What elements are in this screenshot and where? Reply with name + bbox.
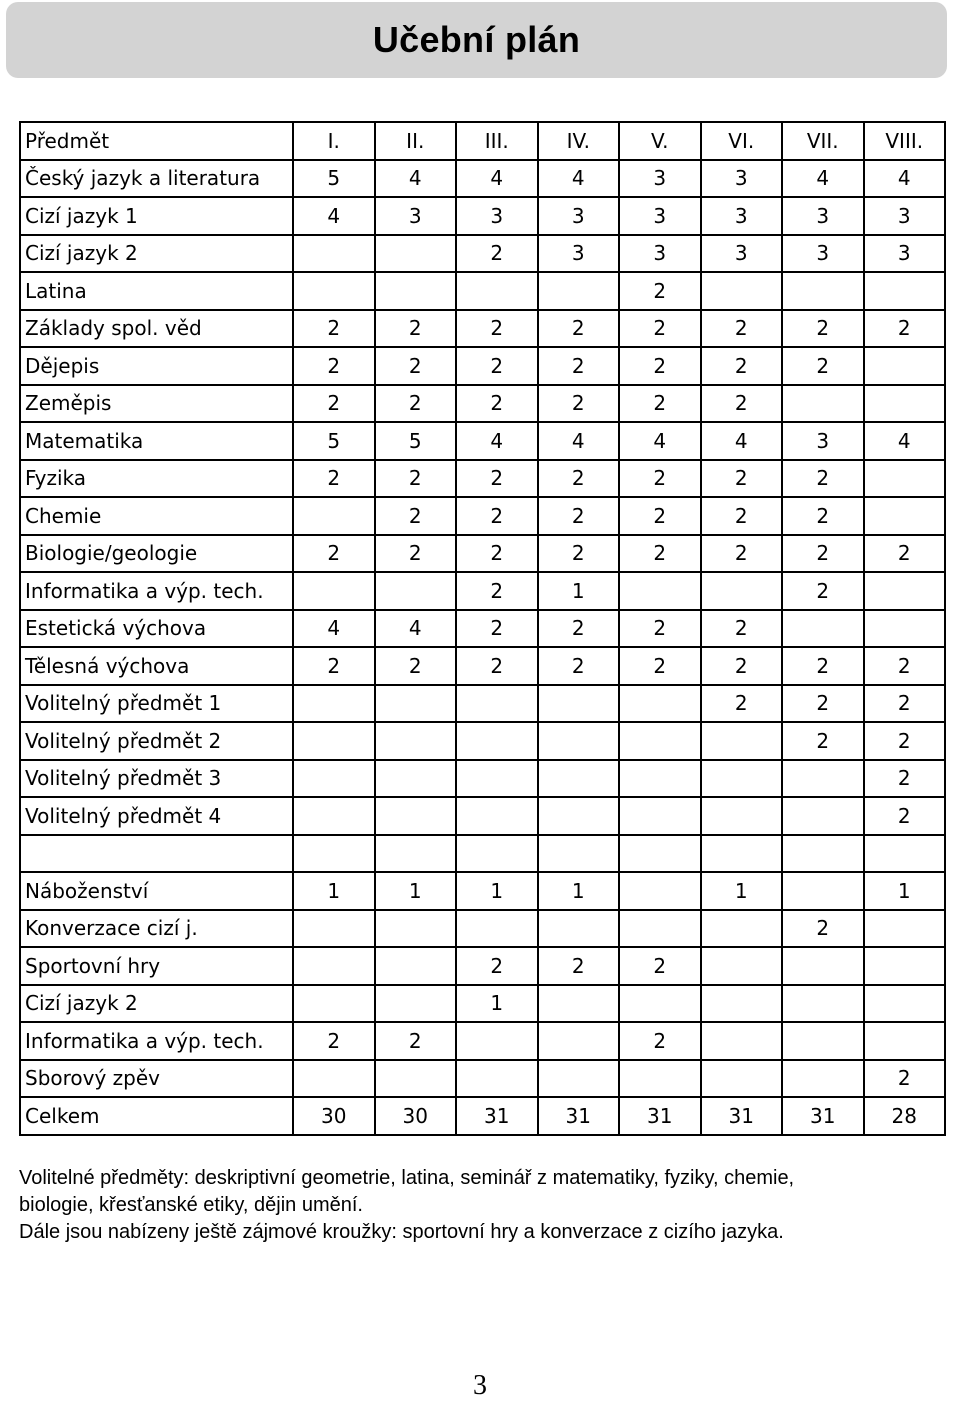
table-row <box>20 197 945 235</box>
table-row <box>20 235 945 273</box>
table-row <box>20 685 945 723</box>
subject-cell: Sportovní hry <box>20 947 293 985</box>
hours-cell <box>782 272 864 310</box>
hours-cell <box>293 797 375 835</box>
hours-cell: 2 <box>538 535 620 573</box>
hours-cell: 2 <box>375 385 457 423</box>
hours-cell: 1 <box>864 872 946 910</box>
table-row <box>20 385 945 423</box>
hours-cell <box>293 235 375 273</box>
subject-cell: Cizí jazyk 1 <box>20 197 293 235</box>
hours-cell: 5 <box>375 422 457 460</box>
hours-cell: 3 <box>782 197 864 235</box>
hours-cell <box>619 760 701 798</box>
subject-cell: Matematika <box>20 422 293 460</box>
hours-cell <box>293 835 375 873</box>
hours-cell <box>538 1060 620 1098</box>
hours-cell <box>538 760 620 798</box>
subject-cell: Náboženství <box>20 872 293 910</box>
hours-cell <box>782 797 864 835</box>
hours-cell: 2 <box>456 647 538 685</box>
hours-cell: 2 <box>375 647 457 685</box>
grade-header: VI. <box>701 122 783 160</box>
hours-cell <box>701 1022 783 1060</box>
hours-cell: 2 <box>864 1060 946 1098</box>
hours-cell: 4 <box>538 422 620 460</box>
table-row <box>20 310 945 348</box>
hours-cell: 1 <box>456 985 538 1023</box>
table-row <box>20 722 945 760</box>
hours-cell <box>456 685 538 723</box>
hours-cell: 3 <box>782 422 864 460</box>
hours-cell <box>864 497 946 535</box>
table-row <box>20 497 945 535</box>
hours-cell: 31 <box>782 1097 864 1135</box>
hours-cell <box>864 835 946 873</box>
hours-cell <box>375 235 457 273</box>
subject-cell: Volitelný předmět 4 <box>20 797 293 835</box>
hours-cell <box>375 722 457 760</box>
hours-cell <box>375 947 457 985</box>
hours-cell: 2 <box>864 722 946 760</box>
hours-cell: 31 <box>701 1097 783 1135</box>
subject-cell: Fyzika <box>20 460 293 498</box>
hours-cell <box>782 760 864 798</box>
hours-cell: 2 <box>701 385 783 423</box>
hours-cell <box>701 985 783 1023</box>
hours-cell: 3 <box>619 197 701 235</box>
hours-cell: 2 <box>782 910 864 948</box>
hours-cell <box>538 272 620 310</box>
hours-cell: 2 <box>782 497 864 535</box>
hours-cell: 4 <box>864 422 946 460</box>
hours-cell <box>538 685 620 723</box>
hours-cell: 2 <box>701 347 783 385</box>
hours-cell: 30 <box>375 1097 457 1135</box>
hours-cell: 5 <box>293 422 375 460</box>
hours-cell: 2 <box>782 535 864 573</box>
hours-cell <box>619 835 701 873</box>
subject-cell: Tělesná výchova <box>20 647 293 685</box>
subject-column-header: Předmět <box>20 122 293 160</box>
subject-cell: Informatika a výp. tech. <box>20 572 293 610</box>
table-row <box>20 535 945 573</box>
hours-cell <box>619 910 701 948</box>
table-row <box>20 1060 945 1098</box>
hours-cell: 2 <box>375 1022 457 1060</box>
subject-cell: Estetická výchova <box>20 610 293 648</box>
subject-cell: Český jazyk a literatura <box>20 160 293 198</box>
hours-cell: 2 <box>456 535 538 573</box>
hours-cell: 2 <box>375 497 457 535</box>
hours-cell <box>293 685 375 723</box>
hours-cell <box>782 610 864 648</box>
subject-cell: Cizí jazyk 2 <box>20 985 293 1023</box>
grade-header: III. <box>456 122 538 160</box>
hours-cell <box>456 1060 538 1098</box>
table-row <box>20 910 945 948</box>
subject-cell: Konverzace cizí j. <box>20 910 293 948</box>
hours-cell: 4 <box>375 160 457 198</box>
hours-cell <box>701 272 783 310</box>
hours-cell <box>538 910 620 948</box>
hours-cell: 2 <box>864 685 946 723</box>
grade-header: IV. <box>538 122 620 160</box>
hours-cell: 2 <box>538 610 620 648</box>
hours-cell <box>619 572 701 610</box>
hours-cell <box>782 385 864 423</box>
hours-cell <box>864 910 946 948</box>
subject-cell: Sborový zpěv <box>20 1060 293 1098</box>
hours-cell <box>701 910 783 948</box>
hours-cell <box>375 797 457 835</box>
hours-cell <box>701 760 783 798</box>
hours-cell: 2 <box>619 647 701 685</box>
hours-cell: 2 <box>538 385 620 423</box>
hours-cell <box>864 460 946 498</box>
hours-cell: 2 <box>864 797 946 835</box>
hours-cell: 4 <box>456 160 538 198</box>
hours-cell: 2 <box>456 610 538 648</box>
hours-cell: 2 <box>619 347 701 385</box>
notes-line: biologie, křesťanské etiky, dějin umění. <box>19 1194 363 1216</box>
table-row <box>20 872 945 910</box>
hours-cell: 2 <box>701 685 783 723</box>
hours-cell <box>293 760 375 798</box>
hours-cell: 2 <box>701 610 783 648</box>
grade-header: I. <box>293 122 375 160</box>
hours-cell: 2 <box>782 310 864 348</box>
hours-cell: 2 <box>782 572 864 610</box>
hours-cell <box>701 835 783 873</box>
hours-cell <box>782 835 864 873</box>
hours-cell: 2 <box>456 310 538 348</box>
hours-cell: 31 <box>456 1097 538 1135</box>
hours-cell <box>538 985 620 1023</box>
subject-cell: Dějepis <box>20 347 293 385</box>
hours-cell: 1 <box>456 872 538 910</box>
hours-cell: 3 <box>619 160 701 198</box>
hours-cell <box>456 722 538 760</box>
hours-cell: 3 <box>375 197 457 235</box>
hours-cell: 4 <box>456 422 538 460</box>
hours-cell <box>864 610 946 648</box>
hours-cell: 2 <box>619 497 701 535</box>
hours-cell: 2 <box>293 1022 375 1060</box>
subject-cell: Cizí jazyk 2 <box>20 235 293 273</box>
hours-cell <box>619 722 701 760</box>
table-row <box>20 835 945 873</box>
hours-cell <box>456 1022 538 1060</box>
hours-cell: 1 <box>701 872 783 910</box>
hours-cell: 2 <box>538 947 620 985</box>
hours-cell: 2 <box>701 497 783 535</box>
table-row <box>20 572 945 610</box>
hours-cell: 2 <box>782 460 864 498</box>
hours-cell: 2 <box>456 497 538 535</box>
hours-cell <box>619 797 701 835</box>
hours-cell: 2 <box>375 535 457 573</box>
notes-line: Dále jsou nabízeny ještě zájmové kroužky: sportovní hry a konverzace z cizího jazyka. <box>19 1221 784 1243</box>
hours-cell: 2 <box>619 385 701 423</box>
hours-cell <box>864 572 946 610</box>
hours-cell <box>375 910 457 948</box>
hours-cell <box>864 985 946 1023</box>
hours-cell: 2 <box>701 647 783 685</box>
hours-cell <box>782 872 864 910</box>
table-row <box>20 460 945 498</box>
hours-cell <box>375 835 457 873</box>
hours-cell: 31 <box>619 1097 701 1135</box>
hours-cell <box>538 835 620 873</box>
subject-cell: Základy spol. věd <box>20 310 293 348</box>
hours-cell: 4 <box>701 422 783 460</box>
hours-cell: 2 <box>619 272 701 310</box>
hours-cell <box>293 910 375 948</box>
hours-cell: 2 <box>456 385 538 423</box>
table-row <box>20 797 945 835</box>
hours-cell <box>456 760 538 798</box>
hours-cell <box>864 347 946 385</box>
subject-cell: Volitelný předmět 3 <box>20 760 293 798</box>
hours-cell <box>293 947 375 985</box>
hours-cell: 2 <box>619 947 701 985</box>
hours-cell: 2 <box>619 460 701 498</box>
hours-cell: 2 <box>375 347 457 385</box>
hours-cell <box>293 497 375 535</box>
hours-cell: 2 <box>782 647 864 685</box>
hours-cell <box>864 385 946 423</box>
notes-section <box>19 1165 960 1246</box>
subject-cell: Informatika a výp. tech. <box>20 1022 293 1060</box>
hours-cell: 2 <box>538 347 620 385</box>
hours-cell: 3 <box>782 235 864 273</box>
grade-header: VII. <box>782 122 864 160</box>
hours-cell <box>538 797 620 835</box>
hours-cell <box>701 572 783 610</box>
hours-cell <box>456 797 538 835</box>
hours-cell <box>864 947 946 985</box>
notes-line: Volitelné předměty: deskriptivní geometrie, latina, seminář z matematiky, fyziky, chemie, <box>19 1167 795 1189</box>
hours-cell: 2 <box>538 310 620 348</box>
hours-cell: 1 <box>538 572 620 610</box>
hours-cell: 28 <box>864 1097 946 1135</box>
hours-cell: 2 <box>293 460 375 498</box>
hours-cell <box>456 272 538 310</box>
hours-cell: 2 <box>375 310 457 348</box>
hours-cell <box>538 1022 620 1060</box>
hours-cell <box>782 985 864 1023</box>
subject-cell: Volitelný předmět 1 <box>20 685 293 723</box>
hours-cell <box>375 1060 457 1098</box>
hours-cell: 4 <box>864 160 946 198</box>
table-row <box>20 1097 945 1135</box>
table-row <box>20 347 945 385</box>
table-row <box>20 947 945 985</box>
hours-cell: 2 <box>864 647 946 685</box>
hours-cell: 1 <box>293 872 375 910</box>
hours-cell: 2 <box>293 535 375 573</box>
hours-cell: 2 <box>619 610 701 648</box>
hours-cell: 2 <box>538 460 620 498</box>
hours-cell <box>293 572 375 610</box>
hours-cell: 4 <box>782 160 864 198</box>
hours-cell: 2 <box>456 572 538 610</box>
table-row <box>20 985 945 1023</box>
subject-cell: Chemie <box>20 497 293 535</box>
hours-cell: 2 <box>456 347 538 385</box>
hours-cell <box>375 985 457 1023</box>
hours-cell <box>619 1060 701 1098</box>
hours-cell <box>782 1060 864 1098</box>
hours-cell: 2 <box>782 722 864 760</box>
hours-cell <box>456 910 538 948</box>
subject-cell: Zeměpis <box>20 385 293 423</box>
hours-cell: 2 <box>782 685 864 723</box>
hours-cell: 2 <box>701 460 783 498</box>
hours-cell: 2 <box>456 460 538 498</box>
hours-cell: 2 <box>538 497 620 535</box>
hours-cell: 2 <box>619 310 701 348</box>
hours-cell: 2 <box>375 460 457 498</box>
hours-cell: 4 <box>293 610 375 648</box>
hours-cell <box>701 797 783 835</box>
page-number: 3 <box>473 1370 487 1401</box>
hours-cell: 4 <box>538 160 620 198</box>
hours-cell <box>619 985 701 1023</box>
hours-cell: 2 <box>456 947 538 985</box>
hours-cell <box>456 835 538 873</box>
hours-cell: 3 <box>701 197 783 235</box>
table-body <box>20 160 945 1135</box>
table-row <box>20 272 945 310</box>
hours-cell: 31 <box>538 1097 620 1135</box>
hours-cell: 3 <box>538 197 620 235</box>
subject-cell <box>20 835 293 873</box>
hours-cell <box>782 1022 864 1060</box>
hours-cell: 2 <box>782 347 864 385</box>
hours-cell <box>701 722 783 760</box>
hours-cell: 2 <box>293 310 375 348</box>
table-header-row <box>20 122 945 160</box>
hours-cell: 1 <box>375 872 457 910</box>
hours-cell <box>701 1060 783 1098</box>
table-row <box>20 610 945 648</box>
subject-cell: Biologie/geologie <box>20 535 293 573</box>
hours-cell: 4 <box>619 422 701 460</box>
hours-cell <box>782 947 864 985</box>
table-row <box>20 1022 945 1060</box>
table-row <box>20 760 945 798</box>
hours-cell <box>619 872 701 910</box>
hours-cell: 3 <box>864 235 946 273</box>
hours-cell <box>619 685 701 723</box>
hours-cell: 2 <box>619 1022 701 1060</box>
table-row <box>20 647 945 685</box>
hours-cell: 4 <box>293 197 375 235</box>
hours-cell: 5 <box>293 160 375 198</box>
title-banner <box>6 2 947 78</box>
hours-cell: 2 <box>293 647 375 685</box>
hours-cell: 2 <box>456 235 538 273</box>
hours-cell <box>293 985 375 1023</box>
grade-header: V. <box>619 122 701 160</box>
hours-cell <box>293 1060 375 1098</box>
hours-cell <box>701 947 783 985</box>
hours-cell: 2 <box>864 535 946 573</box>
hours-cell: 2 <box>619 535 701 573</box>
hours-cell <box>293 722 375 760</box>
hours-cell <box>293 272 375 310</box>
subject-cell: Volitelný předmět 2 <box>20 722 293 760</box>
table-row <box>20 160 945 198</box>
hours-cell: 2 <box>293 385 375 423</box>
hours-cell: 3 <box>701 160 783 198</box>
hours-cell: 3 <box>619 235 701 273</box>
hours-cell <box>864 272 946 310</box>
subject-cell: Latina <box>20 272 293 310</box>
hours-cell <box>375 272 457 310</box>
hours-cell: 3 <box>701 235 783 273</box>
grade-header: VIII. <box>864 122 946 160</box>
hours-cell: 2 <box>701 310 783 348</box>
hours-cell: 30 <box>293 1097 375 1135</box>
hours-cell: 3 <box>864 197 946 235</box>
hours-cell: 3 <box>456 197 538 235</box>
hours-cell: 4 <box>375 610 457 648</box>
hours-cell: 2 <box>293 347 375 385</box>
subject-cell: Celkem <box>20 1097 293 1135</box>
hours-cell <box>864 1022 946 1060</box>
hours-cell <box>375 572 457 610</box>
hours-cell <box>375 760 457 798</box>
page-title: Učební plán <box>372 19 581 60</box>
hours-cell <box>538 722 620 760</box>
hours-cell: 3 <box>538 235 620 273</box>
hours-cell: 1 <box>538 872 620 910</box>
hours-cell: 2 <box>701 535 783 573</box>
hours-cell: 2 <box>538 647 620 685</box>
grade-header: II. <box>375 122 457 160</box>
curriculum-table <box>19 121 946 1136</box>
hours-cell: 2 <box>864 760 946 798</box>
table-row <box>20 422 945 460</box>
hours-cell <box>375 685 457 723</box>
hours-cell: 2 <box>864 310 946 348</box>
